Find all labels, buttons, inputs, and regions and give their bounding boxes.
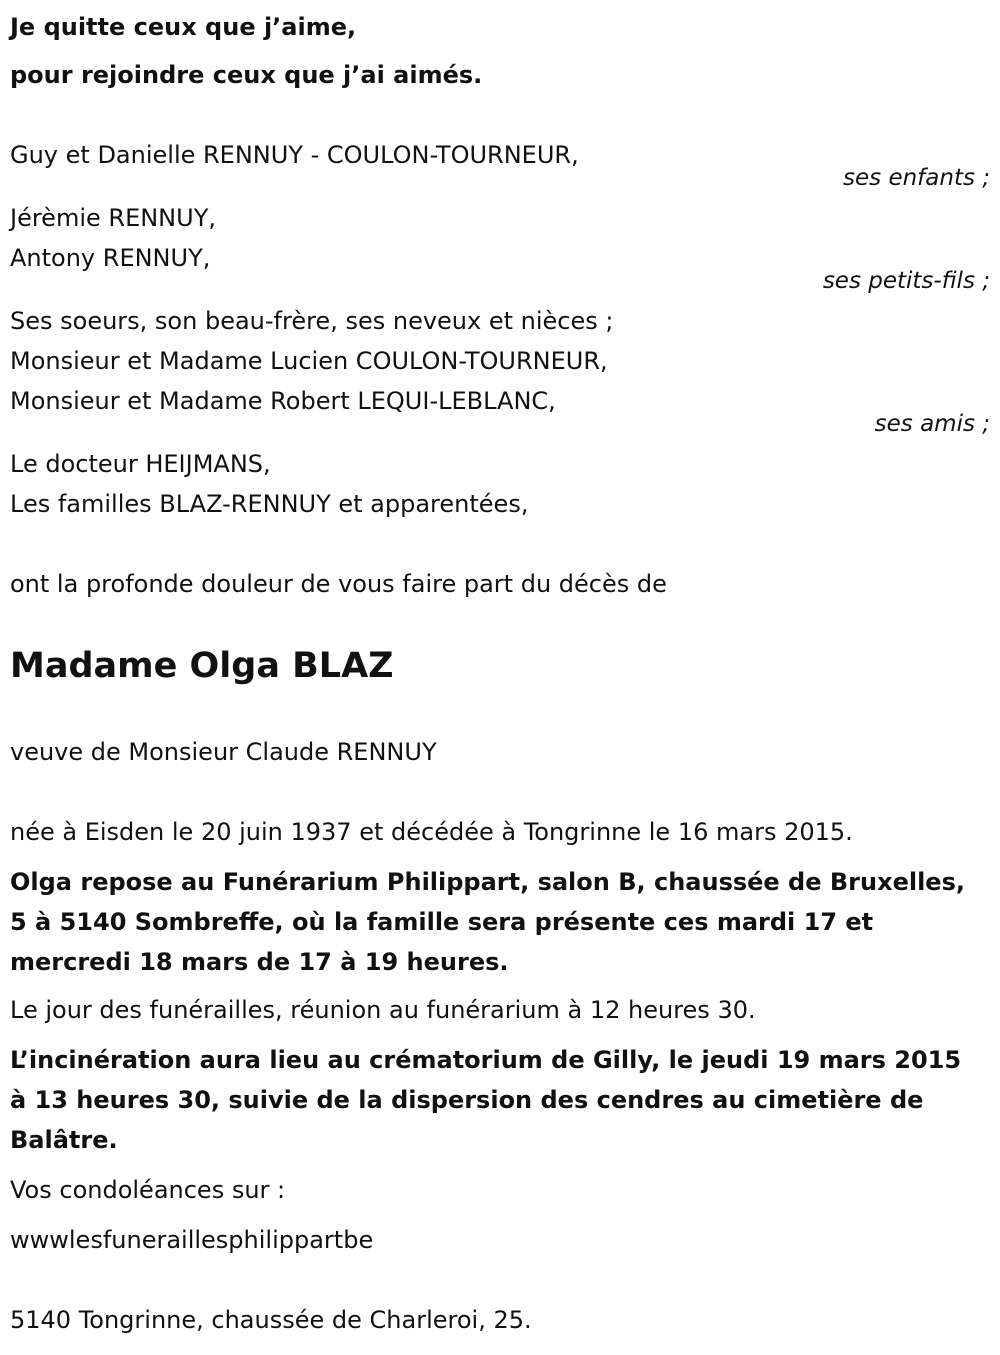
epigraph-line-2: pour rejoindre ceux que j’ai aimés.: [10, 61, 483, 89]
siblings-line: Ses soeurs, son beau-frère, ses neveux et nièces ;: [10, 307, 614, 335]
friend-line-1: Monsieur et Madame Lucien COULON-TOURNEUR,: [10, 347, 608, 375]
friend-line-2: Monsieur et Madame Robert LEQUI-LEBLANC,: [10, 387, 556, 415]
grandsons-role: ses petits-fils ;: [822, 268, 990, 294]
condolences-url[interactable]: wwwlesfuneraillesphilippartbe: [10, 1226, 374, 1254]
condolences-label: Vos condoléances sur :: [10, 1176, 286, 1204]
address-line: 5140 Tongrinne, chaussée de Charleroi, 25.: [10, 1306, 532, 1334]
cremation-paragraph: L’incinération aura lieu au crématorium de Gilly, le jeudi 19 mars 2015 à 13 heures 30, suivie de la dispersion des cendres au cimetière de Balâtre.: [10, 1046, 962, 1154]
children-role: ses enfants ;: [843, 165, 990, 191]
epigraph-line-1: Je quitte ceux que j’aime,: [10, 13, 357, 41]
grandson-line-2: Antony RENNUY,: [10, 244, 211, 272]
children-line: Guy et Danielle RENNUY - COULON-TOURNEUR,: [10, 141, 579, 169]
announcement-text: ont la profonde douleur de vous faire part du décès de: [10, 570, 667, 598]
birth-death-line: née à Eisden le 20 juin 1937 et décédée à Tongrinne le 16 mars 2015.: [10, 818, 853, 846]
families-line: Les familles BLAZ-RENNUY et apparentées,: [10, 490, 529, 518]
funeral-day-line: Le jour des funérailles, réunion au funérarium à 12 heures 30.: [10, 996, 756, 1024]
grandson-line-1: Jérèmie RENNUY,: [10, 204, 216, 232]
friends-role: ses amis ;: [874, 411, 990, 437]
repose-paragraph: Olga repose au Funérarium Philippart, salon B, chaussée de Bruxelles, 5 à 5140 Sombreffe, où la famille sera présente ces mardi 17 et mercredi 18 mars de 17 à 19 heures.: [10, 868, 965, 976]
doctor-line: Le docteur HEIJMANS,: [10, 450, 271, 478]
deceased-name: Madame Olga BLAZ: [10, 646, 394, 686]
widow-of-line: veuve de Monsieur Claude RENNUY: [10, 738, 437, 766]
